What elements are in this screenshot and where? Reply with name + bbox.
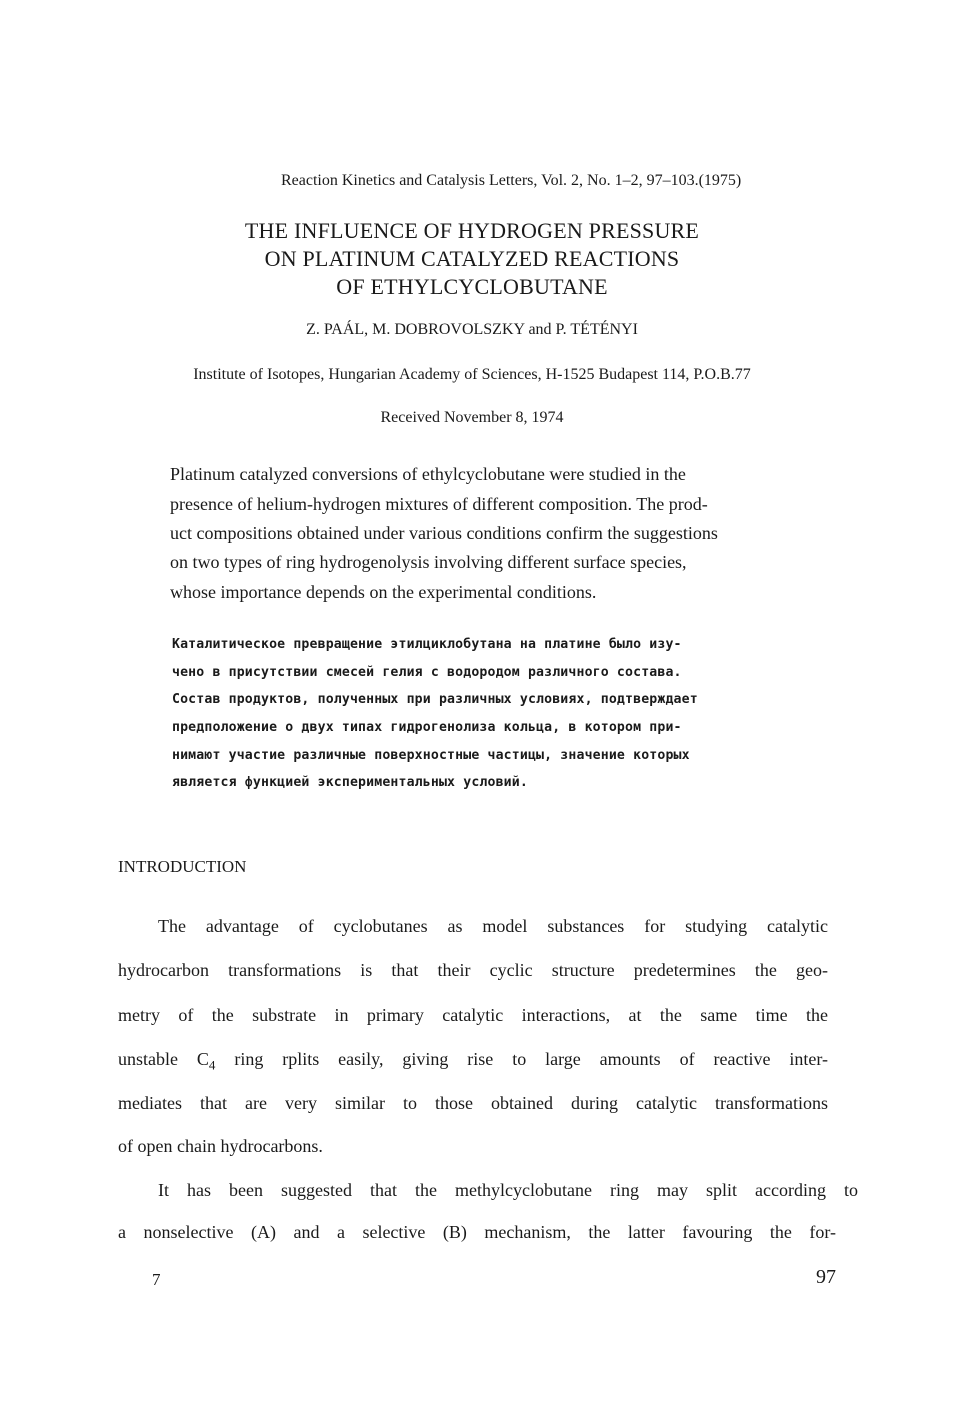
- abstract-ru-line: чено в присутствии смесей гелия с водородом различного состава.: [172, 665, 682, 680]
- abstract-ru-line: Каталитическое превращение этилциклобутана на платине было изу-: [172, 637, 682, 652]
- subscript: 4: [208, 1057, 216, 1073]
- footer-signature-number: 7: [152, 1270, 161, 1289]
- paper-title-line-3: OF ETHYLCYCLOBUTANE: [336, 274, 608, 299]
- authors: Z. PAÁL, M. DOBROVOLSZKY and P. TÉTÉNYI: [306, 321, 638, 338]
- paper-title-line-2: ON PLATINUM CATALYZED REACTIONS: [264, 246, 680, 271]
- abstract-ru-line: предположение о двух типах гидрогенолиза кольца, в котором при-: [172, 720, 682, 735]
- received-date: Received November 8, 1974: [380, 409, 564, 426]
- paper-title-line-1: THE INFLUENCE OF HYDROGEN PRESSURE: [244, 218, 700, 243]
- body-line: It has been suggested that the methylcyclobutane ring may split according to: [158, 1180, 858, 1200]
- abstract-line: Platinum catalyzed conversions of ethylcyclobutane were studied in the: [170, 464, 686, 484]
- body-line: hydrocarbon transformations is that their cyclic structure predetermines the geo-: [118, 960, 828, 980]
- body-line: The advantage of cyclobutanes as model substances for studying catalytic: [158, 916, 828, 936]
- abstract-line: uct compositions obtained under various conditions confirm the suggestions: [170, 523, 718, 543]
- page-number: 97: [816, 1266, 836, 1288]
- body-line: a nonselective (A) and a selective (B) mechanism, the latter favouring the for-: [118, 1222, 836, 1242]
- section-heading: INTRODUCTION: [118, 857, 247, 876]
- abstract-ru-line: является функцией экспериментальных условий.: [172, 775, 528, 790]
- journal-citation: Reaction Kinetics and Catalysis Letters, Vol. 2, No. 1–2, 97–103.(1975): [281, 172, 742, 189]
- affiliation: Institute of Isotopes, Hungarian Academy of Sciences, H-1525 Budapest 114, P.O.B.77: [193, 366, 751, 383]
- abstract-line: presence of helium-hydrogen mixtures of different composition. The prod-: [170, 494, 708, 514]
- abstract-ru-line: нимают участие различные поверхностные частицы, значение которых: [172, 748, 690, 763]
- body-text: unstable C: [118, 1049, 209, 1069]
- body-line: metry of the substrate in primary catalytic interactions, at the same time the: [118, 1005, 828, 1025]
- abstract-line: whose importance depends on the experimental conditions.: [170, 582, 597, 602]
- body-line: of open chain hydrocarbons.: [118, 1136, 323, 1156]
- body-line-with-subscript: [118, 1049, 828, 1074]
- abstract-ru-line: Состав продуктов, полученных при различных условиях, подтверждает: [172, 692, 698, 707]
- body-text: ring rplits easily, giving rise to large amounts of reactive inter-: [215, 1049, 828, 1069]
- body-line: mediates that are very similar to those obtained during catalytic transformations: [118, 1093, 828, 1113]
- abstract-line: on two types of ring hydrogenolysis involving different surface species,: [170, 552, 687, 572]
